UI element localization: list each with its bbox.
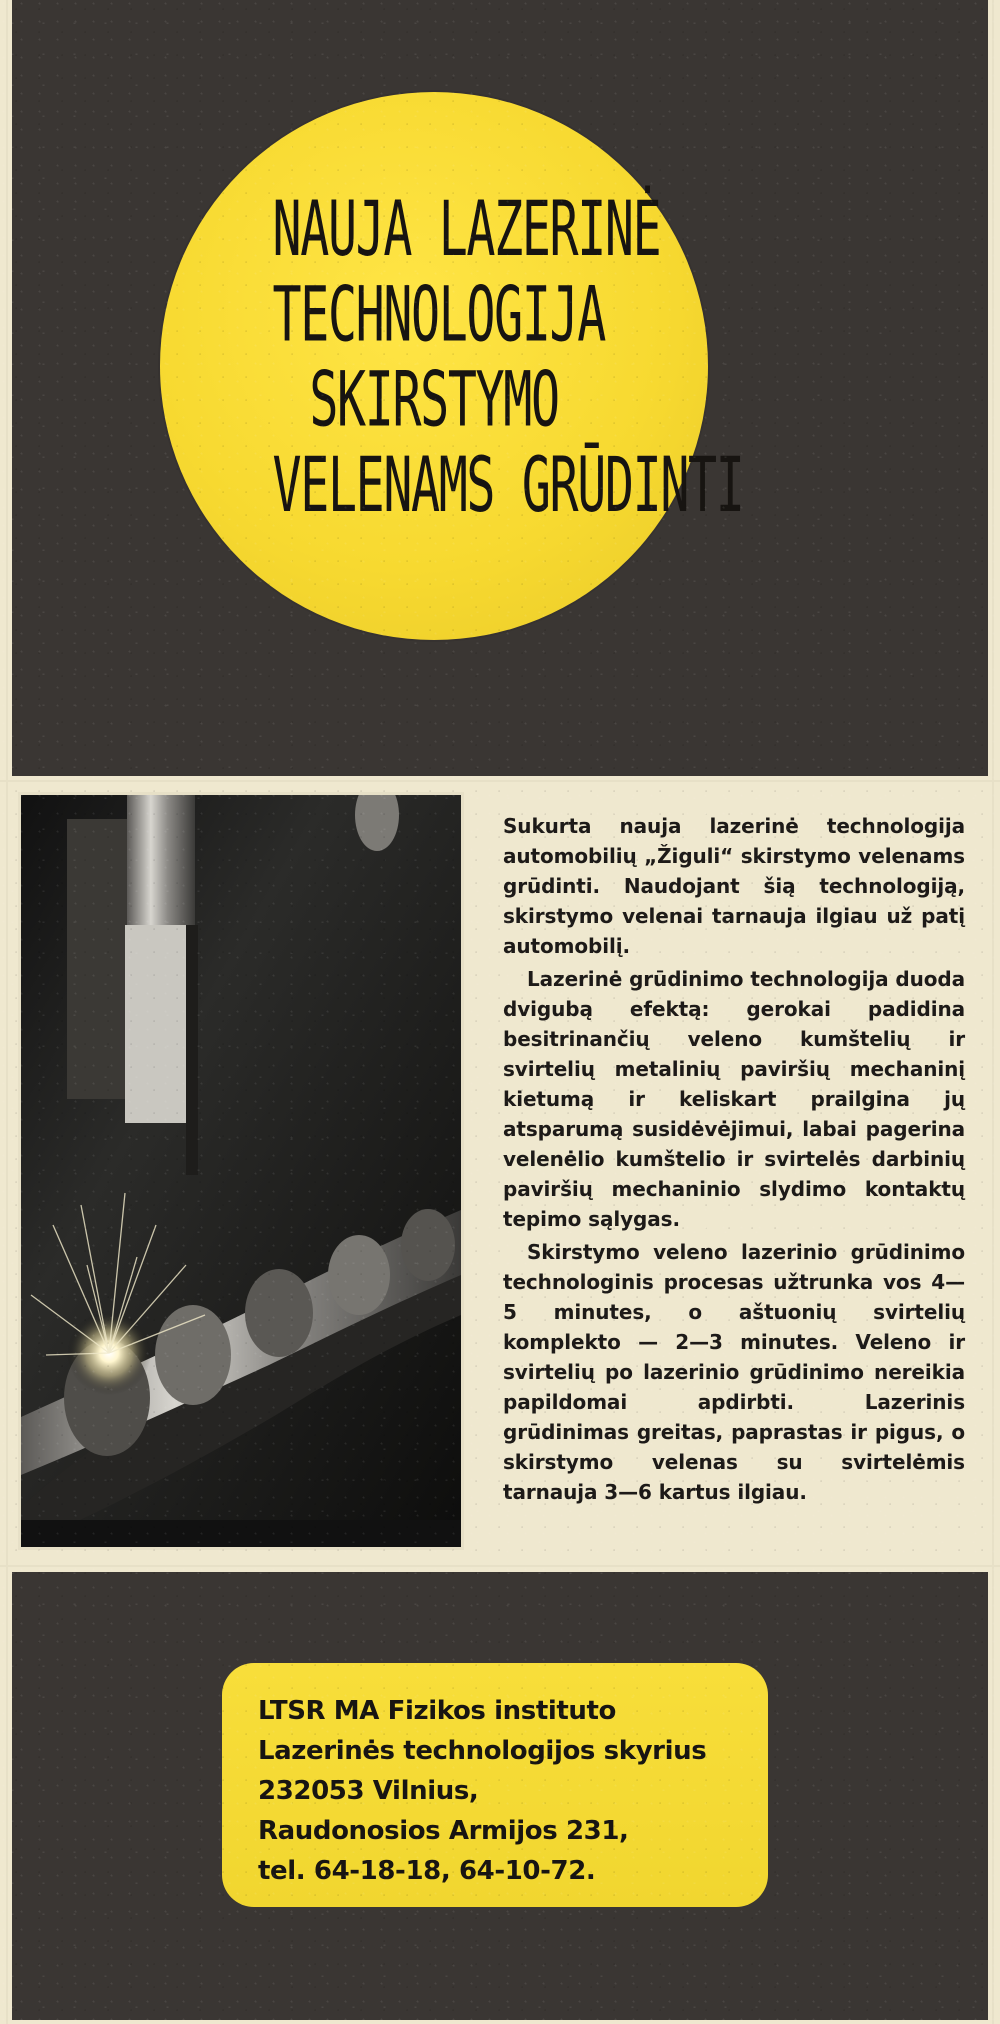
left-border-rule	[6, 0, 8, 2024]
laser-head-edge	[186, 925, 198, 1175]
camshaft-lobe-5	[401, 1209, 455, 1281]
article-paragraph-3: Skirstymo veleno lazerinio grūdinimo technologinis procesas užtrunka vos 4—5 minutes, o aštuonių svirtelių komplekto — 2—3 minutes. Veleno ir svirtelių po lazerinio grūdinimo nereikia papildomai apdirbti. Lazerinis grūdinimas greitas, paprastas ir pigus, o skirstymo velenas su svirtelėmis tarnauja 3—6 kartus ilgiau.	[503, 1240, 965, 1504]
camshaft-laser-image	[21, 795, 461, 1547]
photo-bottom-shadow	[21, 1520, 461, 1547]
article-paragraph-2: Lazerinė grūdinimo technologija duoda dvigubą efektą: gerokai padidina besitrinančių veleno kumštelių ir svirtelių metalinių paviršių mechaninį kietumą ir keliskart prailgina jų atsparumą susidėvėjimui, labai pagerina velenėlio kumštelio ir svirtelės darbinių paviršių mechaninio slydimo kontaktų tepimo sąlygas.	[503, 967, 965, 1231]
contact-line-1: LTSR MA Fizikos instituto	[258, 1696, 617, 1726]
contact-line-2: Lazerinės technologijos skyrius	[258, 1736, 707, 1766]
laser-head-plate	[125, 925, 191, 1123]
right-border-rule	[992, 0, 994, 2024]
contact-line-4: Raudonosios Armijos 231,	[258, 1816, 629, 1846]
contact-line-3: 232053 Vilnius,	[258, 1776, 479, 1806]
camshaft-lobe-3	[245, 1269, 313, 1357]
headline-line-4: VELENAMS GRŪDINTI	[272, 440, 744, 530]
headline-line-1: NAUJA LAZERINĖ	[272, 184, 661, 274]
contact-address	[258, 1691, 738, 1891]
camshaft-lobe-4	[328, 1235, 390, 1315]
contact-line-5: tel. 64-18-18, 64-10-72.	[258, 1856, 596, 1886]
article-paragraph-1: Sukurta nauja lazerinė technologija automobilių „Žiguli“ skirstymo velenams grūdinti. Naudojant šią technologiją, skirstymo velenai tarnauja ilgiau už patį automobilį.	[503, 814, 965, 958]
headline-line-2: TECHNOLOGIJA	[272, 270, 605, 359]
top-section-divider	[0, 780, 1000, 782]
camshaft-laser-photo	[18, 792, 464, 1550]
bottom-section-divider	[0, 1565, 1000, 1567]
article-headline	[272, 184, 744, 530]
article-body	[503, 811, 965, 1510]
headline-line-3: SKIRSTYMO	[309, 355, 559, 445]
